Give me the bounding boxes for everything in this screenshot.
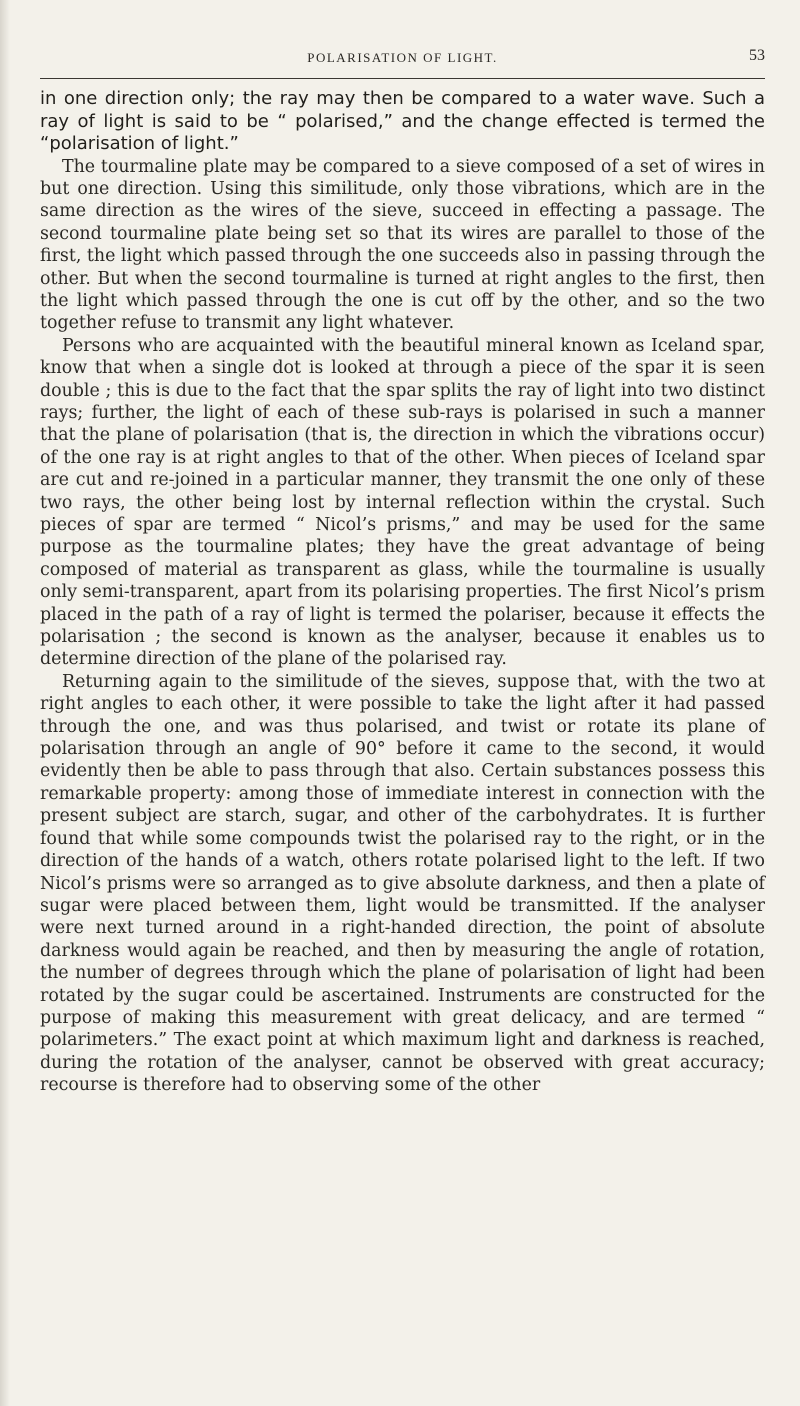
page-edge-shadow — [0, 0, 10, 1406]
paragraph-iceland-spar: Persons who are acquainted with the beautiful mineral known as Iceland spar, know that when a single dot is looked at through a piece of the spar it is seen double ; this is due to the fact that the spar splits the ray of light into two distinct rays; further, the light of each of these sub-rays is polarised in such a manner that the plane of polarisation (that is, the direction in which the vibrations occur) of the one ray is at right angles to that of the other. When pieces of Iceland spar are cut and re-joined in a particular manner, they transmit the one only of these two rays, the other being lost by internal reflection within the crystal. Such pieces of spar are termed “ Nicol’s prisms,” and may be used for the same purpose as the tourmaline plates; they have the great advantage of being composed of material as transparent as glass, while the tourmaline is usually only semi-transparent, apart from its polarising properties. The first Nicol’s prism placed in the path of a ray of light is termed the polariser, because it effects the polarisation ; the second is known as the analyser, because it enables us to determine direction of the plane of the polarised ray. — [40, 335, 765, 670]
paragraph-continuation: in one direction only; the ray may then be compared to a water wave. Such a ray of light is said to be “ polarised,” and the change effected is termed the “polarisation of light.” — [40, 88, 765, 154]
paragraph-rotation: Returning again to the similitude of the sieves, suppose that, with the two at right angles to each other, it were possible to take the light after it had passed through the one, and was thus polarised, and twist or rotate its plane of polarisation through an angle of 90° before it came to the second, it would evidently then be able to pass through that also. Certain substances possess this remarkable property: among those of immediate interest in connection with the present subject are starch, sugar, and other of the carbohydrates. It is further found that while some compounds twist the polarised ray to the right, or in the direction of the hands of a watch, others rotate polarised light to the left. If two Nicol’s prisms were so arranged as to give absolute darkness, and then a plate of sugar were placed between them, light would be transmitted. If the analyser were next turned around in a right-handed direction, the point of absolute darkness would again be reached, and then by measuring the angle of rotation, the number of degrees through which the plane of polarisation of light had been rotated by the sugar could be ascertained. Instruments are constructed for the purpose of making this measurement with great delicacy, and are termed “ polarimeters.” The exact point at which maximum light and darkness is reached, during the rotation of the analyser, cannot be observed with great accuracy; recourse is therefore had to observing some of the other — [40, 671, 765, 1096]
running-head — [40, 47, 765, 80]
body-text — [40, 88, 765, 1097]
header-rule — [40, 78, 765, 79]
paragraph-tourmaline: The tourmaline plate may be compared to a sieve composed of a set of wires in but one direction. Using this similitude, only those vibrations, which are in the same direction as the wires of the sieve, succeed in effecting a passage. The second tourmaline plate being set so that its wires are parallel to those of the first, the light which passed through the one succeeds also in passing through the other. But when the second tourmaline is turned at right angles to the first, then the light which passed through the one is cut off by the other, and so the two together refuse to transmit any light whatever. — [40, 156, 766, 334]
running-title: POLARISATION OF LIGHT. — [307, 50, 498, 65]
page-number: 53 — [749, 47, 765, 64]
